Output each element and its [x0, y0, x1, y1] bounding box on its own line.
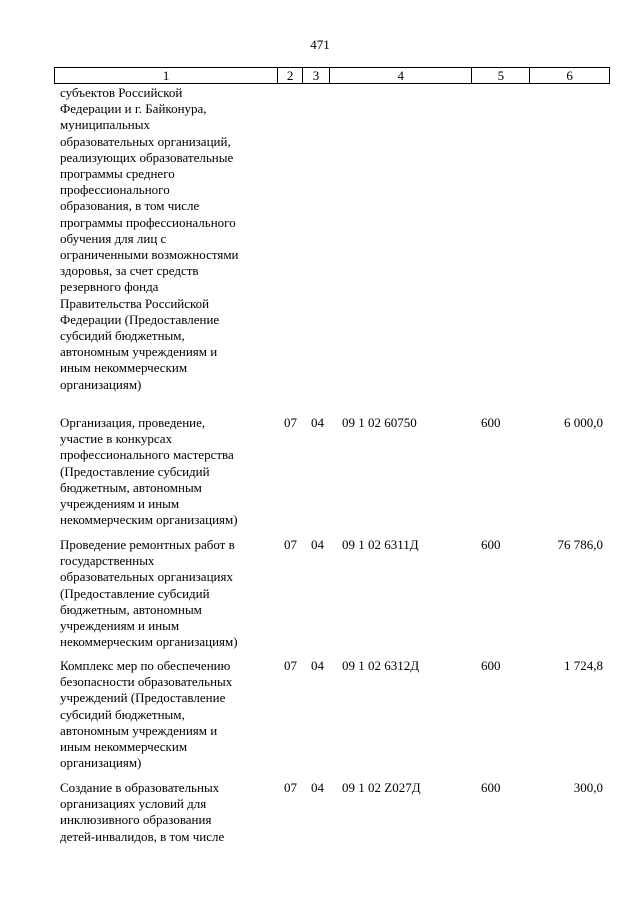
- target-article-code: 09 1 02 60750: [342, 415, 417, 430]
- text-line: учреждениям и иным: [60, 496, 180, 512]
- text-line: автономным учреждениям и: [60, 344, 218, 360]
- row-description: [60, 780, 224, 845]
- text-line: иным некоммерческим: [60, 739, 188, 755]
- text-line: Федерации и г. Байконура,: [60, 101, 207, 117]
- text-line: образовательных организациях: [60, 569, 233, 585]
- text-line: Комплекс мер по обеспечению: [60, 658, 231, 673]
- text-line: Правительства Российской: [60, 295, 210, 311]
- text-line: организациям): [60, 376, 142, 392]
- text-line: (Предоставление субсидий: [60, 463, 210, 479]
- text-line: (Предоставление субсидий: [60, 585, 210, 601]
- section-code: 07: [284, 537, 297, 552]
- header-col-6: 6: [566, 68, 573, 83]
- text-line: организациям): [60, 755, 142, 771]
- text-line: Федерации (Предоставление: [60, 311, 220, 327]
- header-col-1: 1: [55, 68, 278, 83]
- text-line: детей-инвалидов, в том числе: [60, 828, 225, 844]
- amount: 76 786,0: [557, 537, 603, 552]
- expense-type-code: 600: [481, 537, 501, 552]
- header-col-5: 5: [472, 68, 530, 83]
- subsection-code: 04: [311, 537, 324, 552]
- text-line: программы среднего: [60, 166, 175, 182]
- text-line: профессионального мастерства: [60, 447, 234, 463]
- text-line: учреждениям и иным: [60, 618, 180, 634]
- target-article-code: 09 1 02 Z027Д: [342, 780, 421, 795]
- expense-type-code: 600: [481, 415, 501, 430]
- header-col-3: 3: [303, 68, 330, 83]
- text-line: Создание в образовательных: [60, 780, 220, 795]
- text-line: участие в конкурсах: [60, 431, 173, 447]
- text-line: ограниченными возможностями: [60, 247, 239, 263]
- text-line: иным некоммерческим: [60, 360, 188, 376]
- subsection-code: 04: [311, 780, 324, 795]
- text-line: некоммерческим организациям): [60, 512, 238, 528]
- text-line: Организация, проведение,: [60, 415, 206, 430]
- amount: 300,0: [573, 780, 603, 795]
- amount: 1 724,8: [564, 658, 603, 673]
- text-line: инклюзивного образования: [60, 812, 212, 828]
- continuation-text: [60, 85, 239, 393]
- text-line: безопасности образовательных: [60, 674, 233, 690]
- text-line: бюджетным, автономным: [60, 479, 202, 495]
- text-line: резервного фонда: [60, 279, 159, 295]
- text-line: образовательных организаций,: [60, 133, 231, 149]
- text-line: программы профессионального: [60, 214, 236, 230]
- page-number: 471: [310, 37, 330, 52]
- text-line: Проведение ремонтных работ в: [60, 537, 235, 552]
- text-line: организациях условий для: [60, 796, 207, 812]
- row-description: [60, 537, 238, 650]
- section-code: 07: [284, 658, 297, 673]
- table-header: [54, 67, 610, 84]
- target-article-code: 09 1 02 6311Д: [342, 537, 419, 552]
- text-line: автономным учреждениям и: [60, 722, 218, 738]
- text-line: бюджетным, автономным: [60, 601, 202, 617]
- header-col-2: 2: [278, 68, 303, 83]
- text-line: муниципальных: [60, 117, 151, 133]
- text-line: обучения для лиц с: [60, 230, 167, 246]
- text-line: субсидий бюджетным,: [60, 706, 185, 722]
- text-line: субъектов Российской: [60, 85, 183, 100]
- text-line: субсидий бюджетным,: [60, 328, 185, 344]
- text-line: здоровья, за счет средств: [60, 263, 199, 279]
- expense-type-code: 600: [481, 780, 501, 795]
- row-description: [60, 415, 238, 528]
- text-line: учреждений (Предоставление: [60, 690, 226, 706]
- expense-type-code: 600: [481, 658, 501, 673]
- subsection-code: 04: [311, 415, 324, 430]
- text-line: реализующих образовательные: [60, 149, 234, 165]
- row-description: [60, 658, 232, 771]
- text-line: образования, в том числе: [60, 198, 200, 214]
- amount: 6 000,0: [564, 415, 603, 430]
- text-line: профессионального: [60, 182, 170, 198]
- section-code: 07: [284, 415, 297, 430]
- target-article-code: 09 1 02 6312Д: [342, 658, 420, 673]
- text-line: некоммерческим организациям): [60, 634, 238, 650]
- text-line: государственных: [60, 553, 155, 569]
- subsection-code: 04: [311, 658, 324, 673]
- section-code: 07: [284, 780, 297, 795]
- header-col-4: 4: [330, 68, 472, 83]
